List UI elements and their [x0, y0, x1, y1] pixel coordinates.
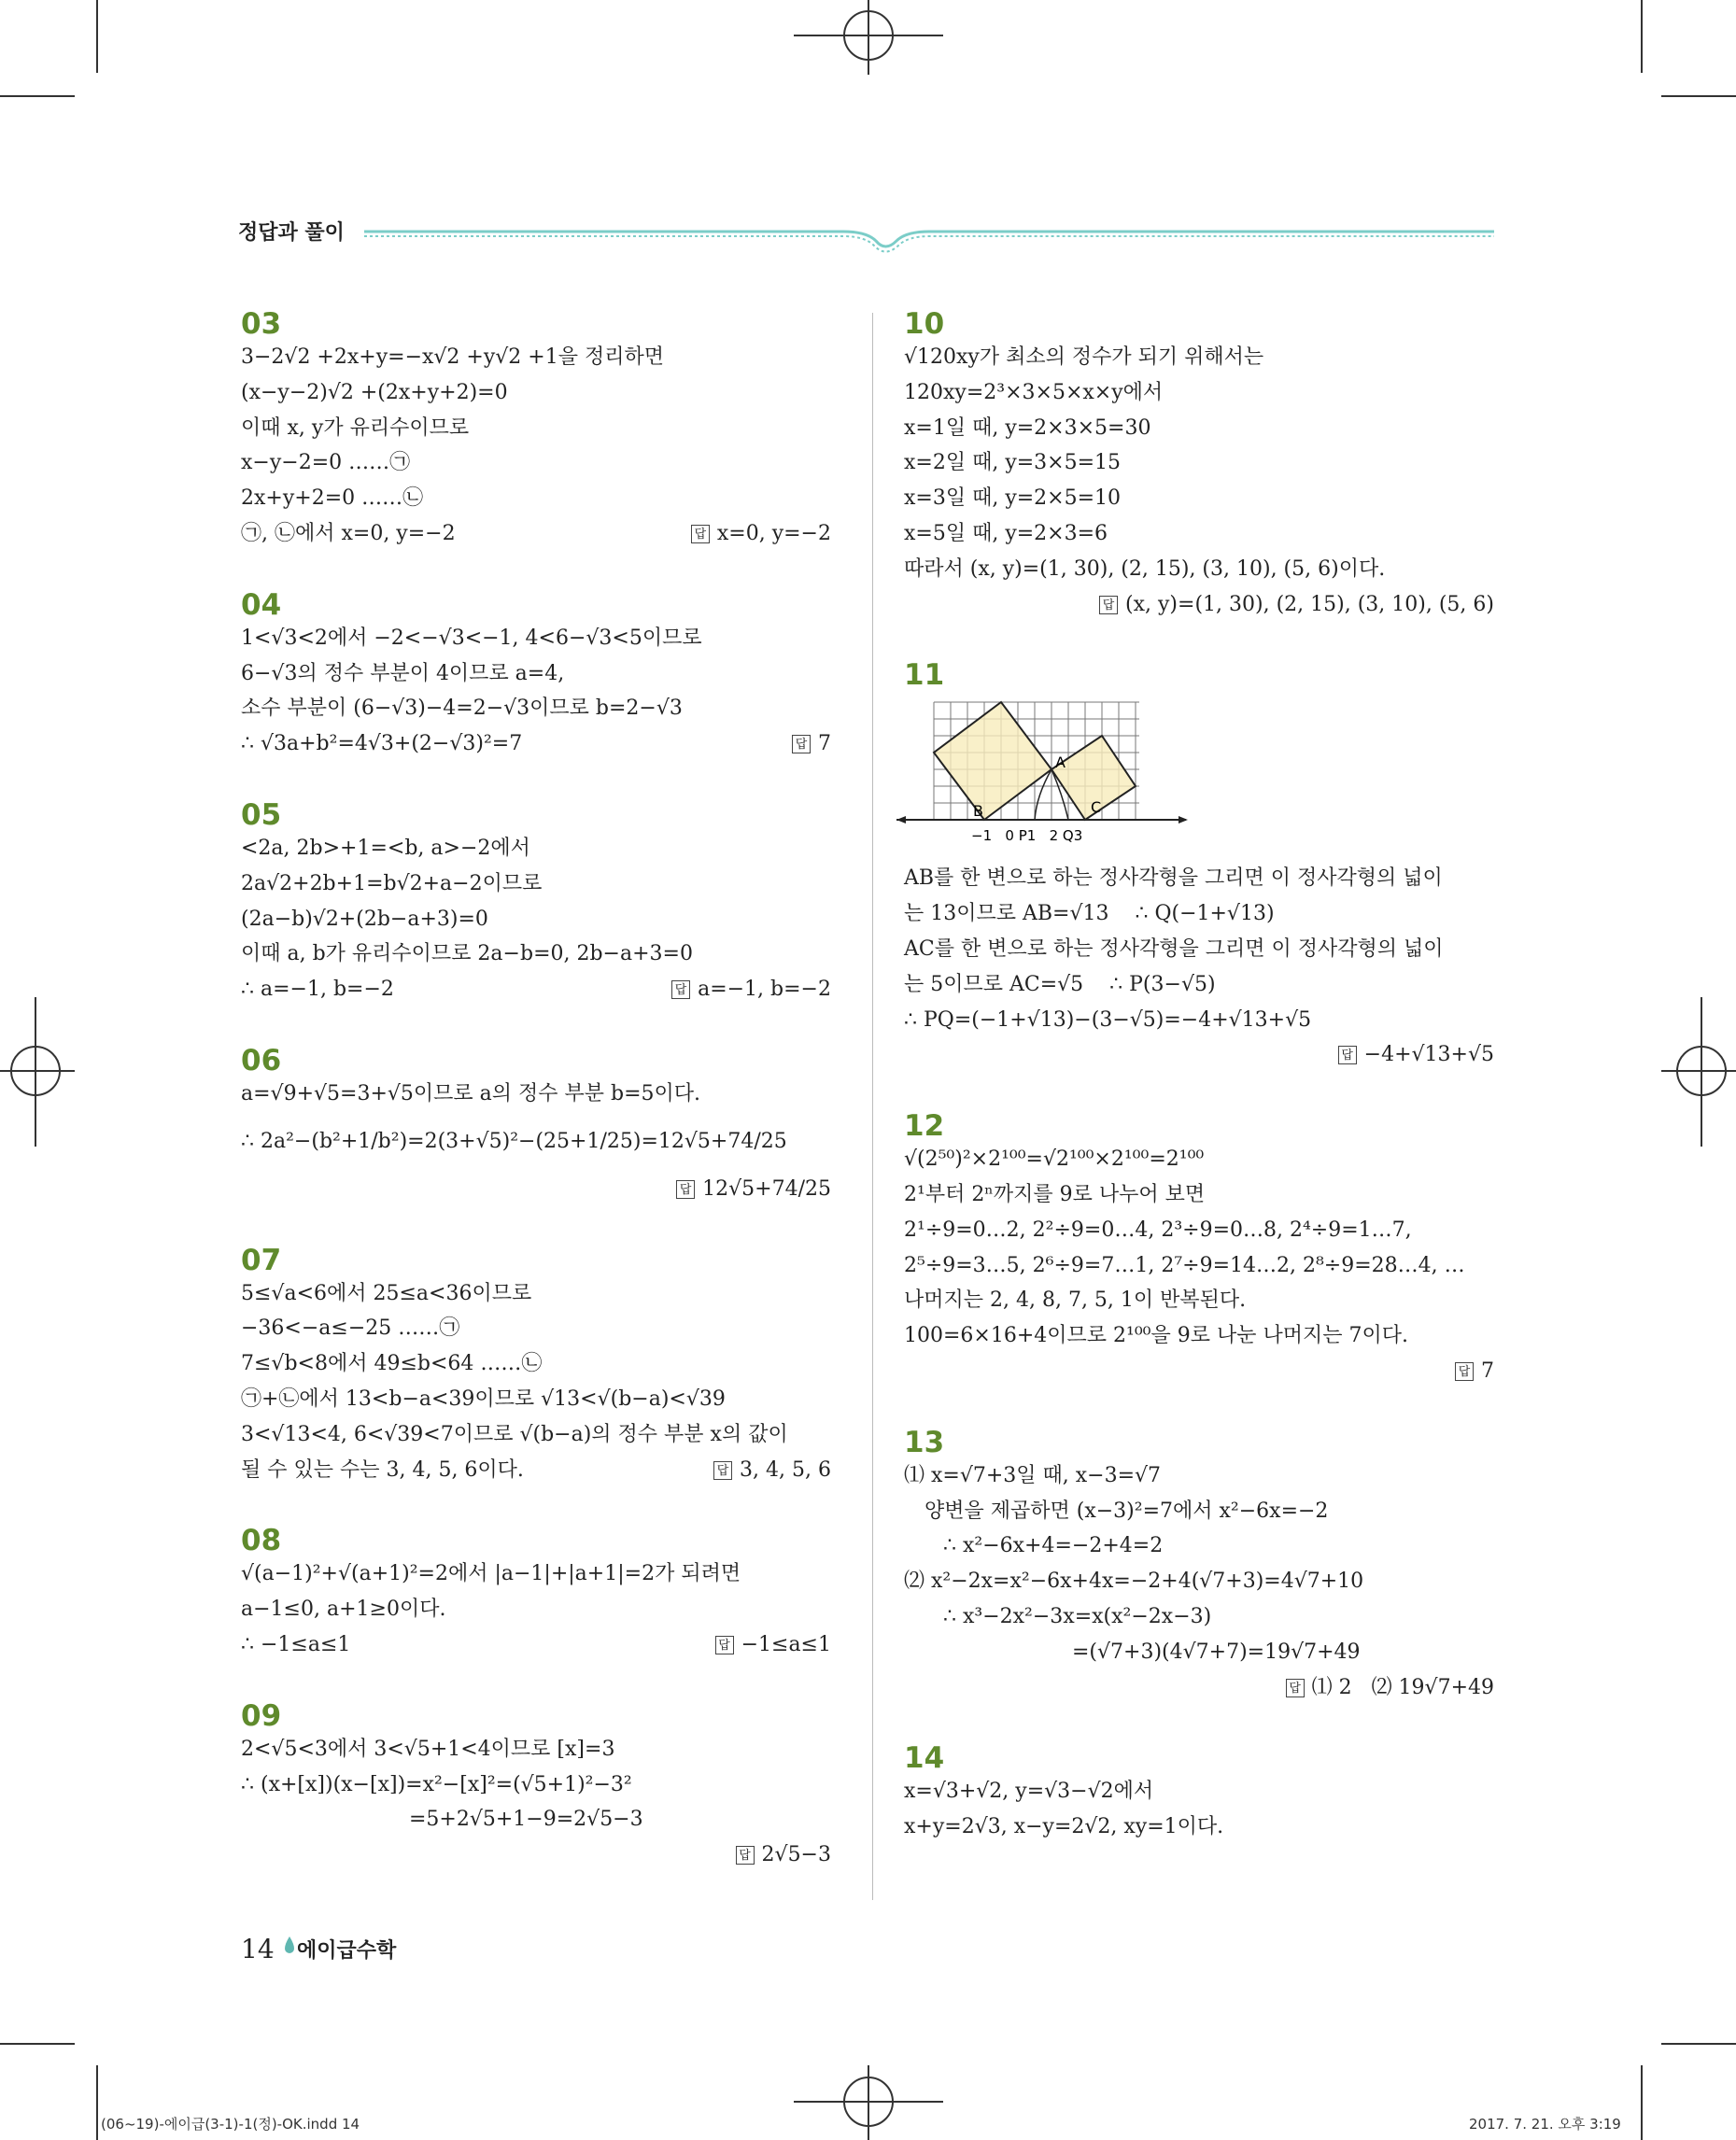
- problem-number: 05: [241, 797, 282, 832]
- solution-text: 될 수 있는 수는 3, 4, 5, 6이다.: [241, 1457, 524, 1482]
- solution-line: [241, 726, 831, 762]
- problem-number: 08: [241, 1524, 282, 1558]
- answer: [691, 516, 831, 552]
- solution-text: ㉠, ㉡에서 x=0, y=−2: [241, 521, 456, 545]
- solution-line: ∴ (x+[x])(x−[x])=x²−[x]²=(√5+1)²−3²: [241, 1772, 632, 1796]
- answer-text: 3, 4, 5, 6: [740, 1457, 831, 1482]
- answer: [904, 1670, 1494, 1706]
- problem-number: 14: [904, 1741, 945, 1776]
- answer-badge-icon: 답: [676, 1180, 695, 1199]
- answer-text: −1≤a≤1: [741, 1632, 831, 1656]
- solution-line: [241, 516, 831, 552]
- solution-line: x=1일 때, y=2×3×5=30: [904, 415, 1151, 440]
- solution-line: 2¹부터 2ⁿ까지를 9로 나누어 보면: [904, 1182, 1206, 1206]
- left-column: [241, 308, 831, 1910]
- solution-line: [241, 1453, 831, 1488]
- solution-line: 는 13이므로 AB=√13 ∴ Q(−1+√13): [904, 902, 1275, 926]
- answer: [904, 587, 1494, 623]
- answer: [715, 1627, 831, 1663]
- solution-line: 2<√5<3에서 3<√5+1<4이므로 [x]=3: [241, 1737, 615, 1761]
- problem-10: [904, 308, 1494, 622]
- page-number: 14: [241, 1934, 275, 1964]
- solution-line: a=√9+√5=3+√5이므로 a의 정수 부분 b=5이다.: [241, 1081, 701, 1105]
- answer-badge-icon: 답: [736, 1846, 755, 1865]
- answer-text: ⑴ 2 ⑵ 19√7+49: [1311, 1675, 1494, 1699]
- solution-line: 120xy=2³×3×5×x×y에서: [904, 380, 1164, 404]
- answer-text: 2√5−3: [761, 1843, 831, 1867]
- solution-line: <2a, 2b>+1=<b, a>−2에서: [241, 836, 530, 860]
- problem-number: 12: [904, 1109, 945, 1144]
- answer-badge-icon: 답: [713, 1461, 732, 1480]
- solution-line: x=3일 때, y=2×5=10: [904, 486, 1122, 511]
- problem-03: [241, 308, 831, 552]
- problem-number: 04: [241, 587, 282, 622]
- answer-badge-icon: 답: [1338, 1046, 1357, 1064]
- solution-line: 3<√13<4, 6<√39<7이므로 √(b−a)의 정수 부분 x의 값이: [241, 1422, 788, 1446]
- figure-label-b: B: [973, 802, 983, 821]
- solution-line: ∴ x²−6x+4=−2+4=2: [943, 1534, 1164, 1558]
- problem-05: [241, 799, 831, 1007]
- problem-number: 11: [904, 658, 945, 693]
- solution-line: √120xy가 최소의 정수가 되기 위해서는: [904, 345, 1264, 369]
- solution-text: ∴ −1≤a≤1: [241, 1632, 351, 1656]
- solution-line: x=2일 때, y=3×5=15: [904, 451, 1122, 475]
- problem-number: 06: [241, 1043, 282, 1077]
- solution-line: =(√7+3)(4√7+7)=19√7+49: [1072, 1640, 1361, 1664]
- page-title: 정답과 풀이: [238, 221, 345, 245]
- problem-number: 09: [241, 1698, 282, 1733]
- solution-line: x+y=2√3, x−y=2√2, xy=1이다.: [904, 1815, 1224, 1839]
- answer-badge-icon: 답: [792, 735, 811, 753]
- solution-line: 는 5이므로 AC=√5 ∴ P(3−√5): [904, 972, 1216, 996]
- column-divider: [872, 313, 873, 1900]
- drop-icon: [284, 1936, 295, 1956]
- figure-label-c: C: [1091, 798, 1102, 817]
- problem-09: [241, 1700, 831, 1873]
- print-date: 2017. 7. 21. 오후 3:19: [1469, 2116, 1621, 2133]
- problem-13: [904, 1427, 1494, 1706]
- solution-line: 5≤√a<6에서 25≤a<36이므로: [241, 1281, 532, 1305]
- number-line-figure: [896, 695, 1195, 855]
- solution-text: ∴ √3a+b²=4√3+(2−√3)²=7: [241, 732, 523, 756]
- figure-axis-labels: −1 0 P1 2 Q3: [971, 827, 1083, 845]
- solution-line: x=√3+√2, y=√3−√2에서: [904, 1780, 1154, 1804]
- solution-line: ∴ PQ=(−1+√13)−(3−√5)=−4+√13+√5: [904, 1007, 1312, 1032]
- problem-number: 10: [904, 307, 945, 341]
- answer-text: a=−1, b=−2: [698, 978, 831, 1002]
- problem-number: 13: [904, 1425, 945, 1459]
- solution-line: x=5일 때, y=2×3=6: [904, 521, 1108, 545]
- problem-12: [904, 1110, 1494, 1389]
- problem-11: [904, 659, 1494, 1073]
- answer-text: 7: [818, 732, 831, 756]
- solution-line: x−y−2=0 ……㉠: [241, 451, 411, 475]
- solution-line: =5+2√5+1−9=2√5−3: [409, 1808, 643, 1832]
- solution-line: ∴ x³−2x²−3x=x(x²−2x−3): [943, 1604, 1212, 1628]
- solution-line: AC를 한 변으로 하는 정사각형을 그리면 이 정사각형의 넓이: [904, 936, 1444, 961]
- answer-text: −4+√13+√5: [1363, 1043, 1494, 1067]
- problem-number: 07: [241, 1243, 282, 1277]
- problem-04: [241, 589, 831, 762]
- solution-line: ⑴ x=√7+3일 때, x−3=√7: [904, 1463, 1162, 1487]
- answer: [671, 972, 831, 1007]
- solution-line: ∴ 2a²−(b²+1/b²)=2(3+√5)²−(25+1/25)=12√5+74/25: [241, 1129, 787, 1153]
- problem-08: [241, 1525, 831, 1662]
- answer: [904, 1037, 1494, 1073]
- solution-line: a−1≤0, a+1≥0이다.: [241, 1598, 446, 1622]
- book-title: 에이급수학: [297, 1939, 397, 1963]
- answer: [792, 726, 831, 762]
- solution-line: ⑵ x²−2x=x²−6x+4x=−2+4(√7+3)=4√7+10: [904, 1570, 1364, 1594]
- answer: [241, 1172, 831, 1207]
- solution-line: √(2⁵⁰)²×2¹⁰⁰=√2¹⁰⁰×2¹⁰⁰=2¹⁰⁰: [904, 1147, 1205, 1172]
- solution-line: 양변을 제곱하면 (x−3)²=7에서 x²−6x=−2: [924, 1499, 1329, 1523]
- solution-line: ㉠+㉡에서 13<b−a<39이므로 √13<√(b−a)<√39: [241, 1387, 726, 1411]
- answer-text: 7: [1481, 1359, 1494, 1383]
- right-column: [904, 308, 1494, 1882]
- solution-line: 이때 a, b가 유리수이므로 2a−b=0, 2b−a+3=0: [241, 942, 693, 966]
- answer-text: x=0, y=−2: [716, 521, 831, 545]
- answer: [241, 1837, 831, 1873]
- solution-line: 6−√3의 정수 부분이 4이므로 a=4,: [241, 661, 565, 685]
- solution-line: AB를 한 변으로 하는 정사각형을 그리면 이 정사각형의 넓이: [904, 866, 1443, 891]
- solution-line: 2x+y+2=0 ……㉡: [241, 486, 424, 511]
- answer: [713, 1453, 831, 1488]
- problem-06: [241, 1045, 831, 1207]
- solution-line: [241, 972, 831, 1007]
- solution-line: (x−y−2)√2 +(2x+y+2)=0: [241, 380, 508, 404]
- solution-line: (2a−b)√2+(2b−a+3)=0: [241, 907, 488, 931]
- problem-07: [241, 1245, 831, 1488]
- solution-line: 2⁵÷9=3…5, 2⁶÷9=7…1, 2⁷÷9=14…2, 2⁸÷9=28…4, …: [904, 1253, 1465, 1277]
- solution-line: 7≤√b<8에서 49≤b<64 ……㉡: [241, 1352, 543, 1376]
- problem-14: [904, 1742, 1494, 1845]
- header-decorative-line: [362, 207, 1497, 263]
- solution-line: 소수 부분이 (6−√3)−4=2−√3이므로 b=2−√3: [241, 697, 683, 721]
- answer: [904, 1354, 1494, 1389]
- file-name: (06~19)-에이급(3-1)-1(정)-OK.indd 14: [101, 2116, 360, 2133]
- answer-badge-icon: 답: [691, 525, 710, 543]
- solution-line: [241, 1627, 831, 1663]
- solution-line: 100=6×16+4이므로 2¹⁰⁰을 9로 나눈 나머지는 7이다.: [904, 1324, 1408, 1348]
- answer-badge-icon: 답: [671, 980, 690, 999]
- answer-text: (x, y)=(1, 30), (2, 15), (3, 10), (5, 6): [1125, 592, 1494, 616]
- solution-line: 따라서 (x, y)=(1, 30), (2, 15), (3, 10), (5, 6)이다.: [904, 556, 1386, 581]
- solution-line: 2a√2+2b+1=b√2+a−2이므로: [241, 871, 543, 895]
- solution-line: 2¹÷9=0…2, 2²÷9=0…4, 2³÷9=0…8, 2⁴÷9=1…7,: [904, 1218, 1412, 1242]
- answer-badge-icon: 답: [715, 1636, 734, 1654]
- answer-badge-icon: 답: [1099, 596, 1118, 614]
- solution-line: 3−2√2 +2x+y=−x√2 +y√2 +1을 정리하면: [241, 345, 664, 369]
- solution-line: 나머지는 2, 4, 8, 7, 5, 1이 반복된다.: [904, 1288, 1247, 1313]
- figure-label-a: A: [1055, 753, 1066, 772]
- solution-line: 1<√3<2에서 −2<−√3<−1, 4<6−√3<5이므로: [241, 626, 702, 650]
- solution-line: −36<−a≤−25 ……㉠: [241, 1316, 460, 1341]
- solution-text: ∴ a=−1, b=−2: [241, 978, 394, 1002]
- answer-badge-icon: 답: [1286, 1679, 1305, 1697]
- answer-badge-icon: 답: [1455, 1362, 1474, 1381]
- problem-number: 03: [241, 307, 282, 341]
- answer-text: 12√5+74/25: [702, 1176, 831, 1201]
- solution-line: 이때 x, y가 유리수이므로: [241, 415, 470, 440]
- solution-line: √(a−1)²+√(a+1)²=2에서 |a−1|+|a+1|=2가 되려면: [241, 1562, 741, 1586]
